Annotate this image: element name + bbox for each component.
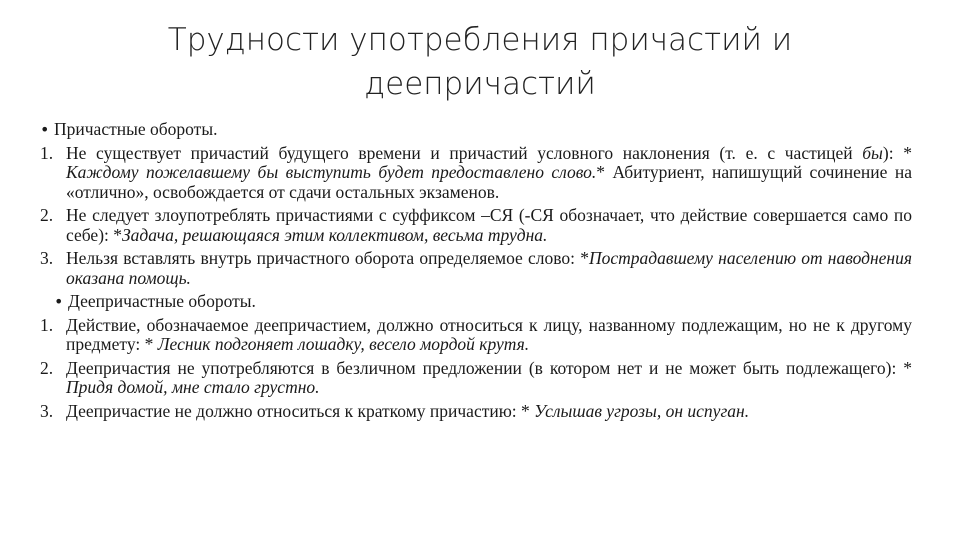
list-text — [66, 206, 912, 245]
rule-text: Действие, обозначаемое деепричастием, должно относиться к лицу, названному подлежащим, но не к другому предмету: * — [66, 314, 912, 354]
rule-text: Не существует причастий будущего времени и причастий условного наклонения (т. е. с частицей — [66, 142, 863, 163]
section-heading-text: Причастные обороты. — [54, 119, 218, 139]
list-number: 3. — [40, 400, 54, 421]
slide-body — [40, 120, 912, 421]
list-text — [66, 316, 912, 355]
section-heading-gerunds — [54, 292, 912, 312]
list-item — [40, 316, 912, 355]
rule-text: Деепричастия не употребляются в безличном предложении (в котором нет и не может быть подлежащего): * — [66, 357, 912, 378]
rule-text: Не следует злоупотреблять причастиями с суффиксом –СЯ (-СЯ обозначает, что действие совершается само по себе): * — [66, 205, 912, 245]
list-text — [66, 402, 912, 422]
list-text — [66, 359, 912, 398]
slide-title-line2: деепричастий — [364, 66, 596, 102]
bullet-icon: • — [54, 292, 64, 311]
section-heading-participles — [40, 120, 912, 140]
example-text: Лесник подгоняет лошадку, весело мордой крутя. — [157, 334, 530, 354]
section-heading-text: Деепричастные обороты. — [68, 291, 256, 311]
list-item — [40, 359, 912, 398]
example-text: Задача, решающаяся этим коллективом, весьма трудна. — [122, 224, 548, 245]
example-text: Пострадавшему населению от наводнения оказана помощь. — [66, 248, 912, 288]
slide-title — [80, 18, 880, 106]
example-text: Услышав угрозы, он испуган. — [534, 400, 750, 421]
list-text — [66, 249, 912, 288]
rule-text: Деепричастие не должно относиться к краткому причастию: * — [66, 400, 535, 421]
example-text: * Абитуриент, напишущий сочинение на «отлично», освобождается от сдачи остальных экзаменов. — [66, 162, 912, 202]
example-text: Придя домой, мне стало грустно. — [66, 377, 320, 397]
bullet-icon: • — [40, 120, 50, 139]
list-item — [40, 144, 912, 203]
list-item — [40, 206, 912, 245]
list-item — [40, 402, 912, 422]
list-number: 3. — [40, 248, 54, 268]
example-text: бы — [862, 142, 883, 163]
list-item — [40, 249, 912, 288]
list-text — [66, 144, 912, 203]
list-number: 1. — [40, 314, 54, 335]
list-number: 1. — [40, 142, 54, 163]
rule-text: Нельзя вставлять внутрь причастного оборота определяемое слово: * — [66, 248, 589, 268]
list-number: 2. — [40, 357, 54, 378]
slide-title-line1: Трудности употребления причастий и — [167, 22, 793, 58]
example-text: Каждому пожелавшему бы выступить будет предоставлено слово. — [66, 162, 597, 182]
list-number: 2. — [40, 205, 54, 225]
rule-text: ): * — [882, 142, 912, 163]
